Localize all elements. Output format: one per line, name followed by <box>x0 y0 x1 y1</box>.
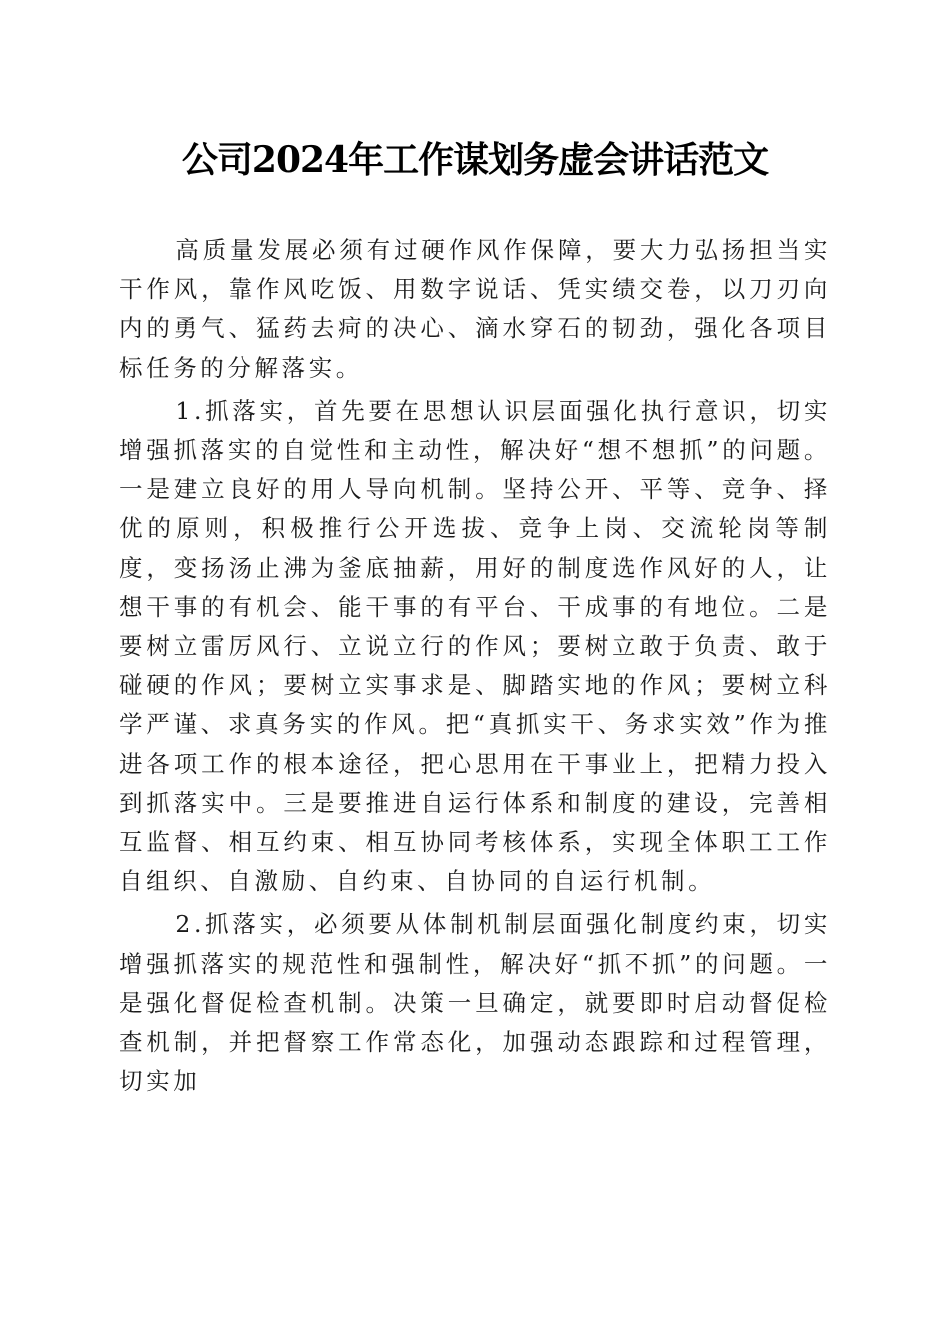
document-title: 公司2024年工作谋划务虚会讲话范文 <box>181 139 769 181</box>
paragraph-point-1: 1.抓落实，首先要在思想认识层面强化执行意识，切实增强抓落实的自觉性和主动性，解决好“想不想抓”的问题。一是建立良好的用人导向机制。坚持公开、平等、竞争、择优的原则，积极推行公开选拔、竞争上岗、交流轮岗等制度，变扬汤止沸为釜底抽薪，用好的制度选作风好的人，让想干事的有机会、能干事的有平台、干成事的有地位。二是要树立雷厉风行、立说立行的作风；要树立敢于负责、敢于碰硬的作风；要树立实事求是、脚踏实地的作风；要树立科学严谨、求真务实的作风。把“真抓实干、务求实效”作为推进各项工作的根本途径，把心思用在干事业上，把精力投入到抓落实中。三是要推进自运行体系和制度的建设，完善相互监督、相互约束、相互协同考核体系，实现全体职工工作自组织、自激励、自约束、自协同的自运行机制。 <box>119 396 831 896</box>
paragraph-intro: 高质量发展必须有过硬作风作保障，要大力弘扬担当实干作风，靠作风吃饭、用数字说话、凭实绩交卷，以刀刃向内的勇气、猛药去疴的决心、滴水穿石的韧劲，强化各项目标任务的分解落实。 <box>119 236 831 382</box>
paragraph-point-2: 2.抓落实，必须要从体制机制层面强化制度约束，切实增强抓落实的规范性和强制性，解决好“抓不抓”的问题。一是强化督促检查机制。决策一旦确定，就要即时启动督促检查机制，并把督察工作常态化，加强动态跟踪和过程管理，切实加 <box>119 910 831 1096</box>
document-body <box>119 231 831 1105</box>
